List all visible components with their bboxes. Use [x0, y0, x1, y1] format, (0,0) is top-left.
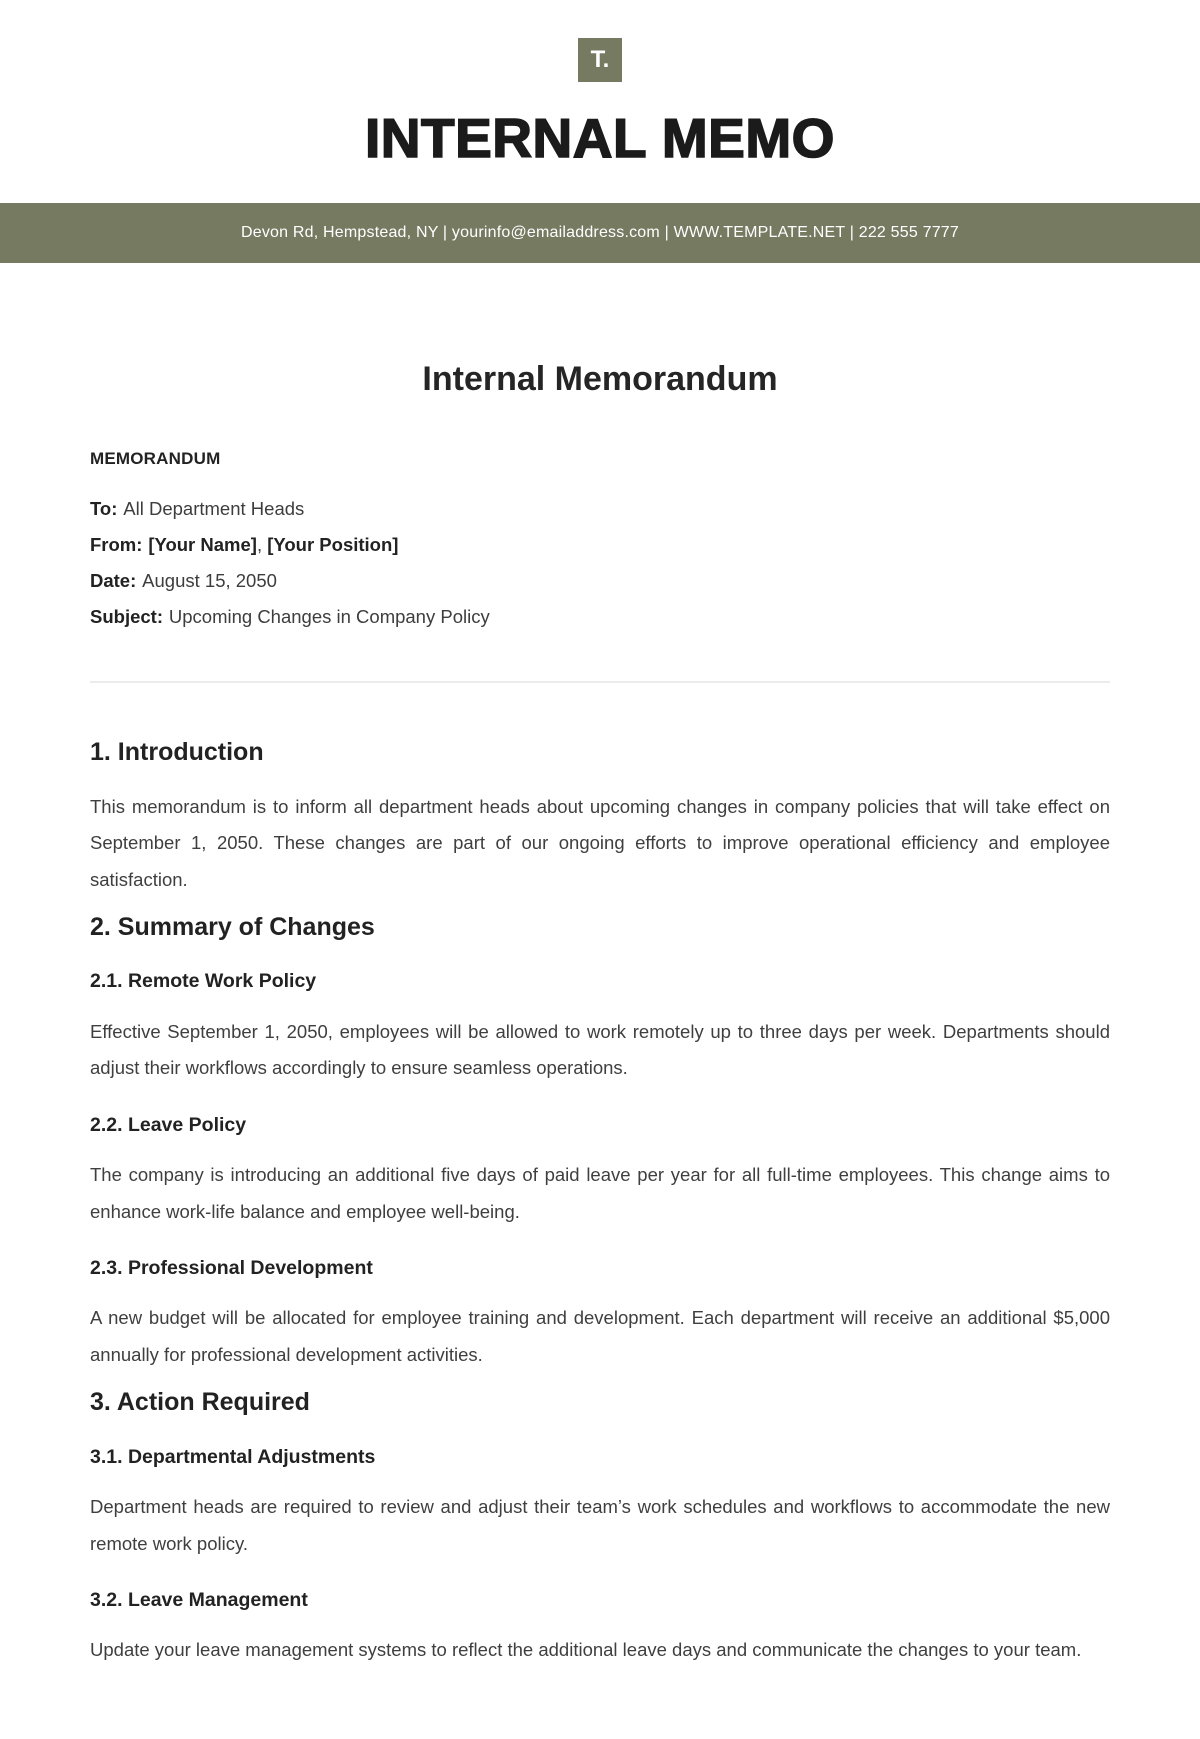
body-paragraph: A new budget will be allocated for employee training and development. Each department will receive an additional $5,000 annually for professional development activities.: [90, 1307, 1110, 1365]
subsection-heading: 2.3. Professional Development: [90, 1257, 373, 1280]
section-heading: 2. Summary of Changes: [90, 913, 375, 942]
from-separator: ,: [256, 534, 268, 556]
memo-title: Internal Memorandum: [422, 359, 778, 398]
section-introduction: [90, 737, 1110, 898]
body-paragraph: This memorandum is to inform all department heads about upcoming changes in company policies that will take effect on September 1, 2050. These changes are part of our ongoing efforts to improve operational efficiency and employee satisfaction.: [90, 795, 1110, 890]
body-paragraph: Update your leave management systems to reflect the additional leave days and communicate the changes to your team.: [90, 1639, 1082, 1661]
memo-to-line: [90, 491, 1110, 527]
section-action-required: [90, 1387, 1110, 1669]
subject-value: Upcoming Changes in Company Policy: [168, 606, 490, 628]
from-position-placeholder: [Your Position]: [267, 534, 399, 556]
body-paragraph: Effective September 1, 2050, employees will be allowed to work remotely up to three days per week. Departments should adjust their workflows accordingly to ensure seamless operations.: [90, 1020, 1110, 1079]
memo-label: MEMORANDUM: [90, 449, 221, 469]
from-label: From:: [90, 534, 143, 556]
subject-label: Subject:: [90, 606, 163, 628]
memo-date-line: [90, 563, 1110, 599]
subsection-heading: 3.1. Departmental Adjustments: [90, 1445, 376, 1468]
document-header: [0, 38, 1200, 263]
memo-subject-line: [90, 599, 1110, 635]
subsection-heading: 2.2. Leave Policy: [90, 1113, 247, 1136]
body-paragraph: The company is introducing an additional five days of paid leave per year for all full-time employees. This change aims to enhance work-life balance and employee well-being.: [90, 1164, 1110, 1222]
to-label: To:: [90, 498, 118, 520]
section-heading: 1. Introduction: [90, 738, 264, 767]
page-title: INTERNAL MEMO: [365, 107, 835, 169]
to-value: All Department Heads: [123, 498, 305, 520]
date-label: Date:: [90, 570, 137, 592]
memo-meta-block: [90, 491, 1110, 635]
section-divider: [90, 681, 1110, 683]
brand-logo: [578, 38, 622, 82]
subsection-heading: 2.1. Remote Work Policy: [90, 970, 317, 993]
brand-logo-text: T.: [590, 46, 610, 73]
memo-from-line: [90, 527, 1110, 563]
from-name-placeholder: [Your Name]: [148, 534, 257, 556]
contact-bar: [0, 203, 1200, 263]
subsection-heading: 3.2. Leave Management: [90, 1589, 308, 1612]
memo-document: [90, 359, 1110, 1669]
body-paragraph: Department heads are required to review and adjust their team’s work schedules and workflows to accommodate the new remote work policy.: [90, 1496, 1110, 1554]
contact-bar-text: Devon Rd, Hempstead, NY | yourinfo@emailaddress.com | WWW.TEMPLATE.NET | 222 555 7777: [241, 223, 959, 241]
section-summary-of-changes: [90, 912, 1110, 1373]
section-heading: 3. Action Required: [90, 1388, 310, 1417]
date-value: August 15, 2050: [142, 570, 277, 592]
